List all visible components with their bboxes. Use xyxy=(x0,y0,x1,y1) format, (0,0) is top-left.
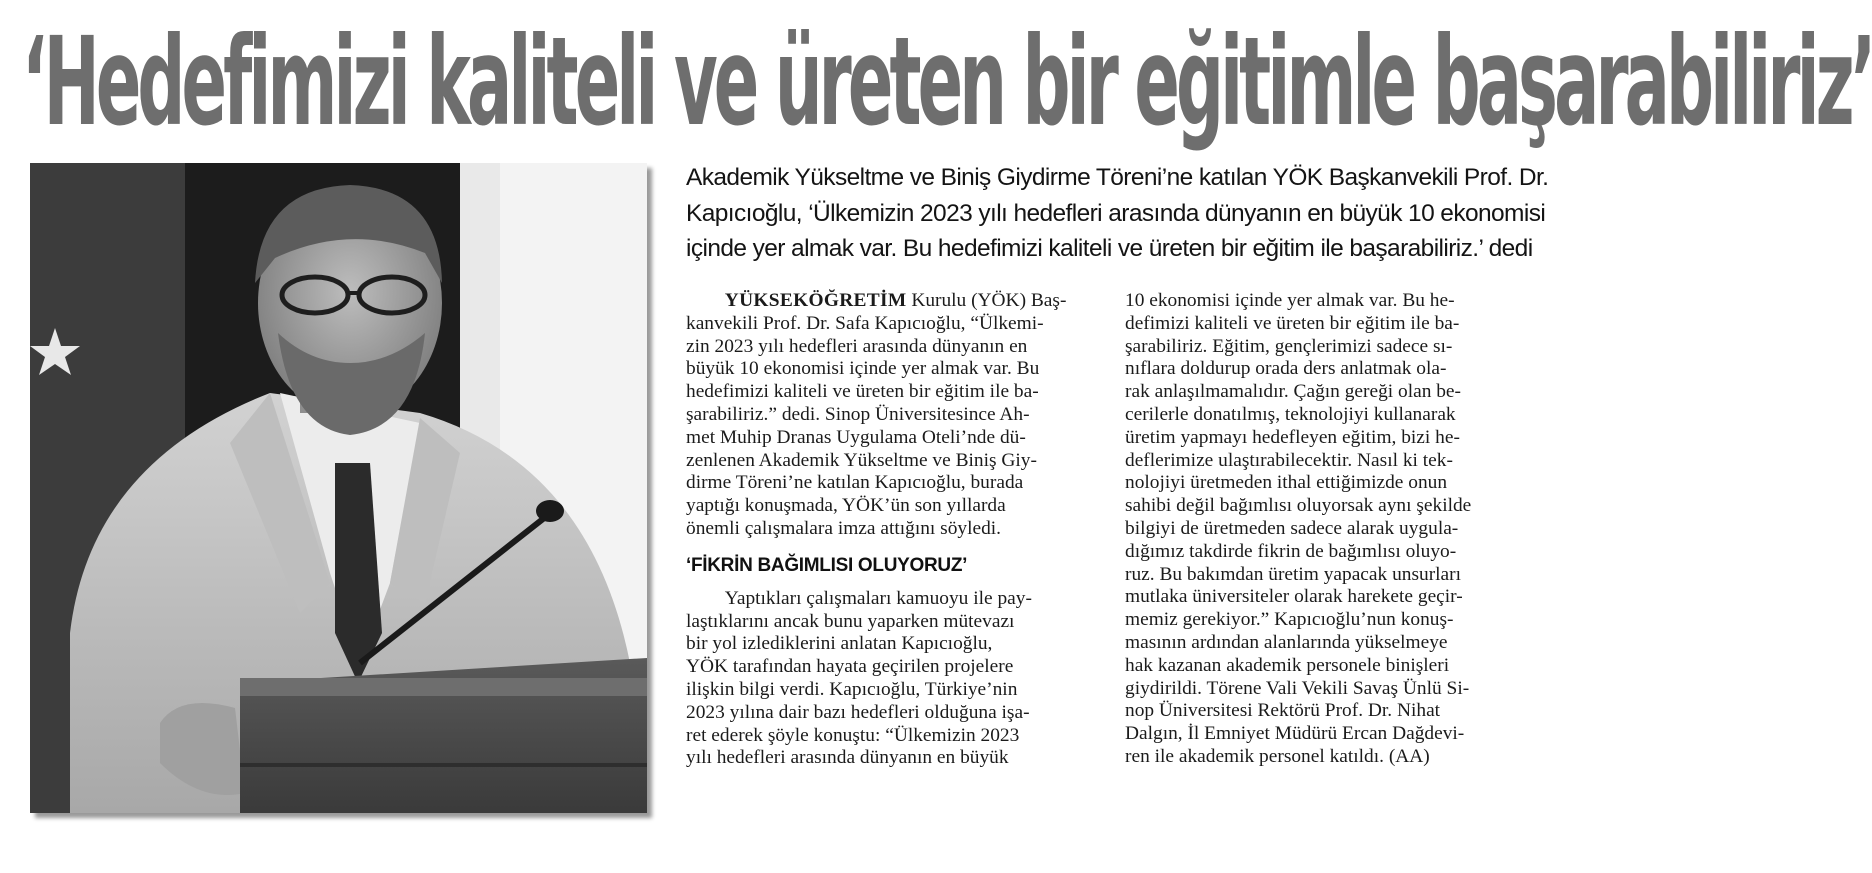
body-line: 2023 yılına dair bazı hedefleri olduğuna işa- xyxy=(686,701,1030,723)
article-photo xyxy=(30,163,647,813)
body-line: ret ederek şöyle konuştu: “Ülkemizin 2023 xyxy=(686,724,1020,746)
body-line: giydirildi. Törene Vali Vekili Savaş Ünlü Si- xyxy=(1125,677,1470,699)
body-line: büyük 10 ekonomisi içinde yer almak var. Bu xyxy=(686,358,1040,380)
body-line: dığımız takdirde fikrin de bağımlısı oluyo- xyxy=(1125,540,1457,562)
body-line: cerilerle donatılmış, teknolojiyi kullanarak xyxy=(1125,403,1456,425)
body-line: 10 ekonomisi içinde yer almak var. Bu he- xyxy=(1125,290,1455,311)
body-line: yaptığı konuşmada, YÖK’ün son yıllarda xyxy=(686,495,1006,517)
body-line: bir yol izlediklerini anlatan Kapıcıoğlu, xyxy=(686,633,993,655)
body-line: nop Üniversitesi Rektörü Prof. Dr. Nihat xyxy=(1125,700,1441,722)
body-line: üretim yapmayı hedefleyen eğitim, bizi he- xyxy=(1125,426,1460,448)
body-line: zin 2023 yılı hedefleri arasında dünyanın en xyxy=(686,335,1028,357)
body-first-line xyxy=(686,290,1096,313)
body-line: şarabiliriz. Eğitim, gençlerimizi sadece sı- xyxy=(1125,335,1453,357)
body-line: Dalgın, İl Emniyet Müdürü Ercan Dağdevi- xyxy=(1125,723,1465,745)
body-line: memiz gerekiyor.” Kapıcıoğlu’nun konuş- xyxy=(1125,609,1454,631)
deck-line: içinde yer almak var. Bu hedefimizi kaliteli ve üreten bir eğitim ile başarabiliriz.’ dedi xyxy=(686,235,1533,262)
body-line: met Muhip Dranas Uygulama Oteli’nde dü- xyxy=(686,426,1026,448)
body-line: sahibi değil bağımlısı oluyorsak aynı şekilde xyxy=(1125,495,1472,517)
body-line: bilgiyi de üretmeden sadece alarak uygula- xyxy=(1125,517,1459,539)
body-line: kanvekili Prof. Dr. Safa Kapıcıoğlu, “Ülkemi- xyxy=(686,312,1044,334)
body-line: defimizi kaliteli ve üreten bir eğitim ile ba- xyxy=(1125,312,1460,334)
body-line: dirme Töreni’ne katılan Kapıcıoğlu, burada xyxy=(686,472,1024,494)
speaker-portrait-photo xyxy=(30,163,647,813)
body-line: masının ardından alanlarında yükselmeye xyxy=(1125,631,1448,653)
body-line: mutlaka üniversiteler olarak harekete geçir- xyxy=(1125,586,1463,608)
body-column-2 xyxy=(1125,290,1535,769)
article-deck xyxy=(686,160,1549,267)
body-line: deflerimize ulaştırabilecektir. Nasıl ki tek- xyxy=(1125,449,1453,471)
body-line: laştıklarını ancak bunu yaparken mütevazı xyxy=(686,610,1015,632)
headline-text: ‘Hedefimizi kaliteli ve üreten bir eğitimle başarabiliriz’ xyxy=(22,12,1872,154)
body-line xyxy=(686,588,1096,611)
body-line: nolojiyi üretmeden ithal ettiğimizde onun xyxy=(1125,472,1448,494)
body-line: hak kazanan akademik personele binişleri xyxy=(1125,654,1450,676)
body-line: ruz. Bu bakımdan üretim yapacak unsurları xyxy=(1125,563,1461,585)
body-line: yılı hedefleri arasında dünyanın en büyük xyxy=(686,747,1009,769)
first-line-rest: Kurulu (YÖK) Baş- xyxy=(906,290,1067,311)
body-column-1 xyxy=(686,290,1096,770)
body-line: nıflara doldurup orada ders anlatmak ola- xyxy=(1125,358,1447,380)
headline xyxy=(22,12,1872,154)
body-line: ren ile akademik personel katıldı. (AA) xyxy=(1125,745,1430,767)
lead-word: YÜKSEKÖĞRETİM xyxy=(724,290,907,311)
body-line: şarabiliriz.” dedi. Sinop Üniversitesince Ah- xyxy=(686,403,1030,425)
body-line: hedefimizi kaliteli ve üreten bir eğitim ile ba- xyxy=(686,381,1039,403)
body-line: önemli çalışmalara imza attığını söyledi. xyxy=(686,517,1002,539)
body-line-text: Yaptıkları çalışmaları kamuoyu ile pay- xyxy=(724,587,1032,609)
section-subhead: ‘FİKRİN BAĞIMLISI OLUYORUZ’ xyxy=(686,554,968,576)
body-line: ilişkin bilgi verdi. Kapıcıoğlu, Türkiye’nin xyxy=(686,678,1018,700)
deck-line: Kapıcıoğlu, ‘Ülkemizin 2023 yılı hedefleri arasında dünyanın en büyük 10 ekonomisi xyxy=(686,199,1546,227)
body-line: zenlenen Akademik Yükseltme ve Biniş Giy- xyxy=(686,449,1037,471)
deck-line: Akademik Yükseltme ve Biniş Giydirme Töreni’ne katılan YÖK Başkanvekili Prof. Dr. xyxy=(686,164,1549,191)
body-line: rak anlaşılmamalıdır. Çağın gereği olan be- xyxy=(1125,381,1461,403)
body-line: YÖK tarafından hayata geçirilen projelere xyxy=(686,656,1014,678)
